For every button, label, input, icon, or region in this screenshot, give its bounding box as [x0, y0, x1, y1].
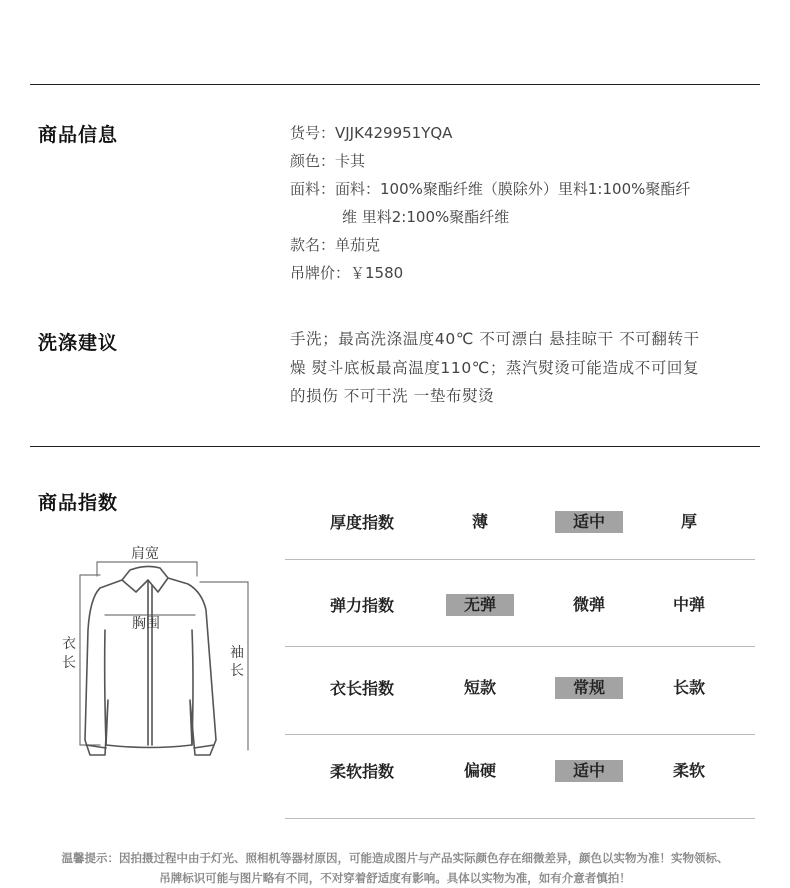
index-separator: [285, 818, 755, 819]
elasticity-option-slight: 微弹: [572, 595, 605, 614]
length-label-2: 长: [62, 655, 76, 671]
elasticity-option-medium: 中弹: [672, 595, 705, 614]
notice-line1: 温馨提示：因拍摄过程中由于灯光、照相机等器材原因，可能造成图片与产品实际颜色存在细微差异，颜色以实物为准！实物领标、: [61, 851, 729, 865]
product-info-block: [290, 119, 690, 287]
thickness-option-thin: 薄: [471, 512, 488, 531]
length-label-1: 衣: [62, 636, 76, 652]
elasticity-option-none-selected: 无弹: [446, 594, 514, 616]
sleeve-label-1: 袖: [230, 645, 244, 661]
thickness-option-medium-selected: 适中: [555, 511, 623, 533]
top-divider: [30, 84, 760, 85]
thickness-option-thick: 厚: [680, 512, 697, 531]
chest-label: 胸围: [132, 616, 160, 632]
elasticity-label: 弹力指数: [330, 596, 395, 615]
thickness-label: 厚度指数: [330, 513, 395, 532]
index-separator: [285, 646, 755, 647]
length-option-short: 短款: [463, 678, 496, 697]
washing-line1: 手洗；最高洗涤温度40℃ 不可漂白 悬挂晾干 不可翻转干: [290, 330, 700, 348]
product-info-title: 商品信息: [38, 124, 119, 146]
softness-option-soft: 柔软: [672, 761, 705, 780]
price-text: 吊牌价：￥1580: [290, 264, 404, 282]
index-title: 商品指数: [38, 492, 119, 514]
middle-divider: [30, 446, 760, 447]
sleeve-label-2: 长: [230, 663, 244, 679]
washing-line3: 的损伤 不可干洗 一垫布熨烫: [290, 387, 495, 405]
style-text: 款名：单茄克: [290, 236, 381, 254]
softness-option-stiff: 偏硬: [463, 761, 496, 780]
washing-line2: 燥 熨斗底板最高温度110℃；蒸汽熨烫可能造成不可回复: [290, 358, 700, 377]
shoulder-label: 肩宽: [131, 546, 159, 562]
sku-text: 货号：VJJK429951YQA: [290, 124, 453, 142]
length-option-regular-selected: 常规: [555, 677, 623, 699]
washing-title: 洗涤建议: [38, 332, 119, 354]
notice-line2: 吊牌标识可能与图片略有不同，不对穿着舒适度有影响。具体以实物为准，如有介意者慎拍！: [159, 871, 631, 885]
softness-option-medium-selected: 适中: [555, 760, 623, 782]
index-separator: [285, 734, 755, 735]
length-index-label: 衣长指数: [330, 679, 395, 698]
material-text-line1: 面料：面料：100%聚酯纤维（膜除外）里料1:100%聚酯纤: [290, 180, 691, 198]
softness-label: 柔软指数: [330, 762, 395, 781]
washing-text: [290, 325, 750, 411]
length-option-long: 长款: [672, 678, 705, 697]
material-text-line2: 维 里料2:100%聚酯纤维: [342, 208, 510, 226]
index-separator: [285, 559, 755, 560]
color-text: 颜色：卡其: [290, 152, 366, 170]
